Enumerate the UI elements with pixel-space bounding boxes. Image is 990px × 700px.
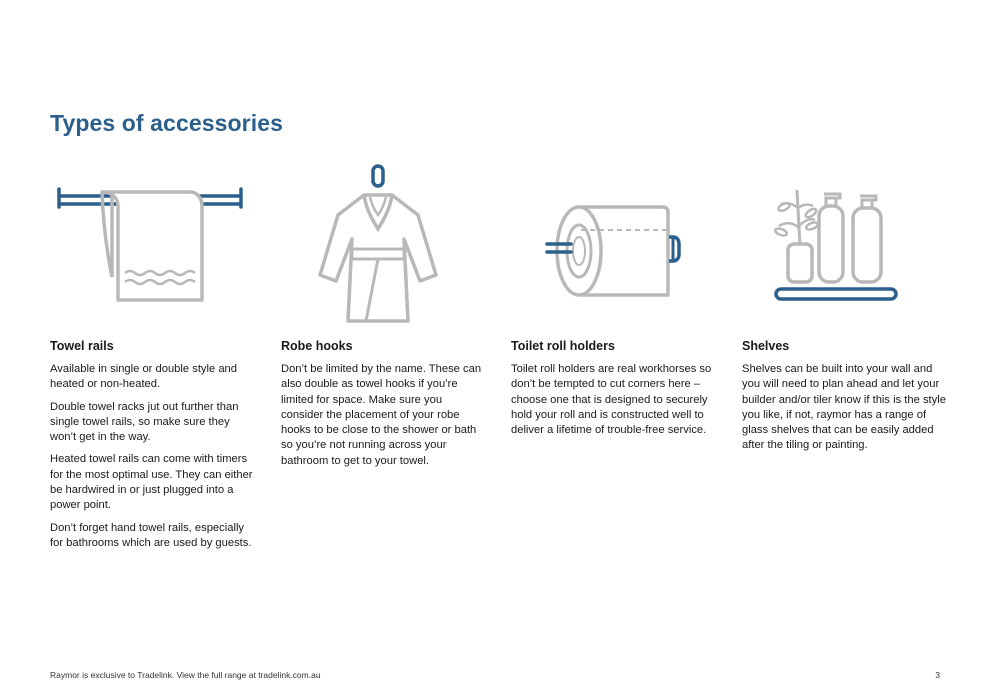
towel-rails-paragraph: Heated towel rails can come with timers for the most optimal use. They can either be hardwired in or just plugged into a power point.: [50, 453, 253, 512]
toilet-roll-holders-section: [511, 339, 716, 445]
toilet-roll-holders-paragraph: Toilet roll holders are real workhorses so don’t be tempted to cut corners here – choose one that is designed to securely hold your roll and is constructed well to deliver a lifetime of trouble-free service.: [511, 363, 712, 437]
towel-rails-paragraph: Double towel racks jut out further than single towel rails, so make sure they won’t get in the way.: [50, 400, 239, 444]
page-title: Types of accessories: [50, 110, 283, 136]
footer-note: Raymor is exclusive to Tradelink. View the full range at tradelink.com.au: [50, 670, 321, 680]
robe-hook-icon: [316, 163, 440, 325]
robe-hooks-section: [281, 339, 486, 476]
shelves-paragraph: Shelves can be built into your wall and you will need to plan ahead and let your builder and/or tiler know if this is the style you like, if not, raymor has a range of glass shelves that can be easily added after the tiling or painting.: [742, 363, 946, 452]
toilet-roll-holder-icon: [545, 204, 681, 300]
towel-rails-section: [50, 339, 255, 558]
shelves-section: [742, 339, 947, 461]
shelf-icon: [773, 186, 901, 304]
towel-rail-icon: [55, 182, 245, 304]
towel-rails-paragraph: Don’t forget hand towel rails, especially for bathrooms which are used by guests.: [50, 521, 252, 549]
robe-hooks-heading: Robe hooks: [281, 339, 353, 353]
towel-rails-paragraph: Available in single or double style and heated or non-heated.: [50, 363, 237, 391]
shelves-heading: Shelves: [742, 339, 790, 353]
toilet-roll-holders-heading: Toilet roll holders: [511, 339, 615, 353]
page-number: 3: [935, 670, 940, 680]
towel-rails-heading: Towel rails: [50, 339, 114, 353]
robe-hooks-paragraph: Don’t be limited by the name. These can also double as towel hooks if you’re limited for space. Make sure you consider the placement of your robe hooks to be close to the shower or bath so you’re not running across your bathroom to get to your towel.: [281, 363, 482, 467]
